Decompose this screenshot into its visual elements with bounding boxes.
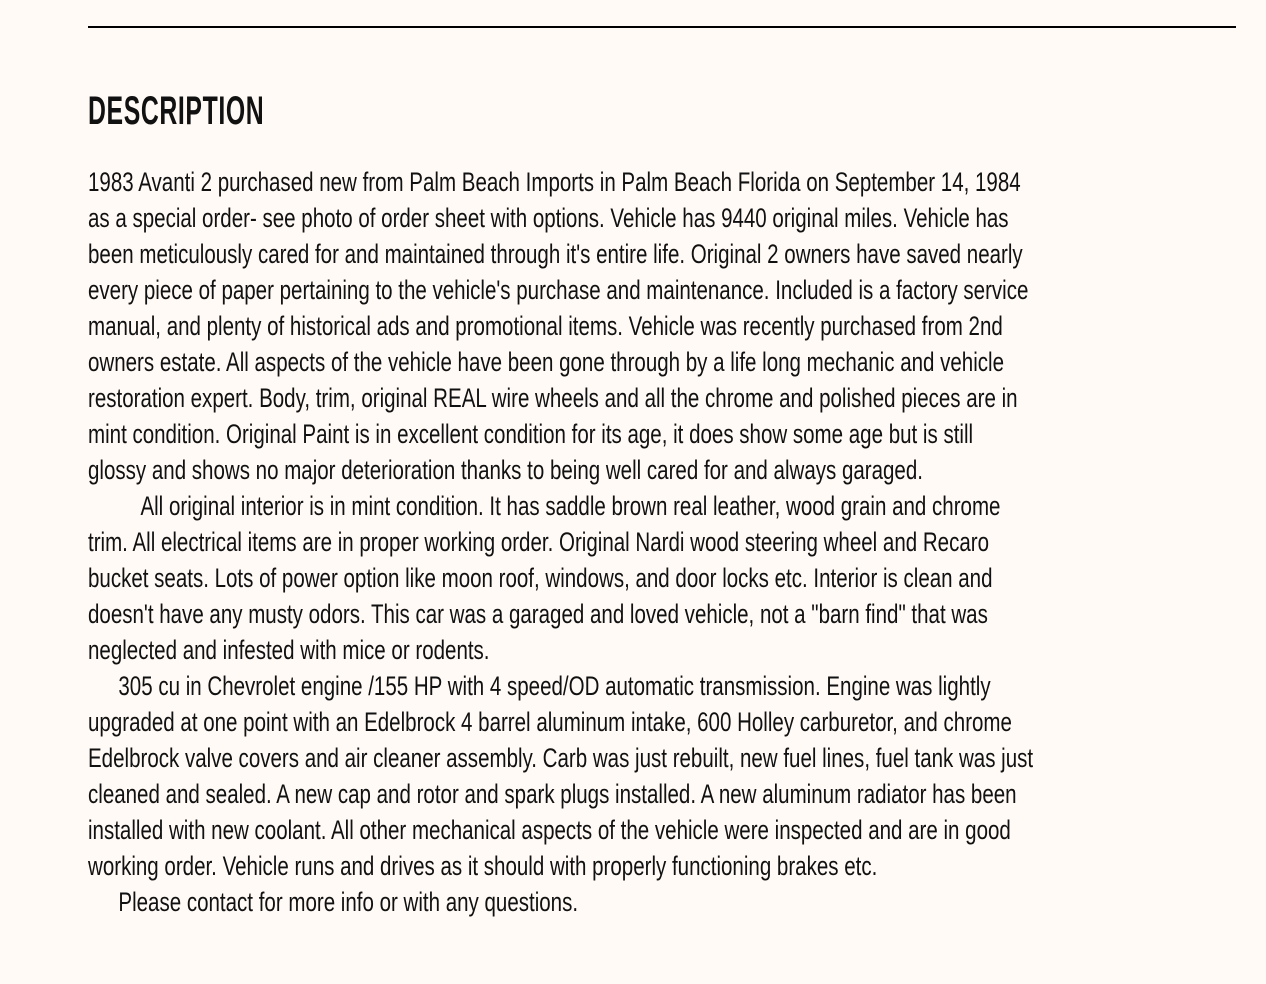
description-line: as a special order- see photo of order sheet with options. Vehicle has 9440 original miles. Vehicle has xyxy=(88,203,1009,233)
description-line: working order. Vehicle runs and drives as it should with properly functioning brakes etc. xyxy=(88,851,878,881)
description-text xyxy=(88,164,1266,920)
section-heading: DESCRIPTION xyxy=(88,89,265,133)
description-line: been meticulously cared for and maintained through it's entire life. Original 2 owners have saved nearly xyxy=(88,239,1023,269)
description-line: manual, and plenty of historical ads and promotional items. Vehicle was recently purchased from 2nd xyxy=(88,311,1003,341)
description-line: trim. All electrical items are in proper working order. Original Nardi wood steering wheel and Recaro xyxy=(88,527,990,557)
section-divider xyxy=(88,26,1236,28)
description-line: glossy and shows no major deterioration thanks to being well cared for and always garaged. xyxy=(88,455,923,485)
description-line: All original interior is in mint condition. It has saddle brown real leather, wood grain and chrome xyxy=(140,491,1001,521)
description-line: cleaned and sealed. A new cap and rotor and spark plugs installed. A new aluminum radiator has been xyxy=(88,779,1017,809)
description-line: installed with new coolant. All other mechanical aspects of the vehicle were inspected and are in good xyxy=(88,815,1011,845)
description-line: bucket seats. Lots of power option like moon roof, windows, and door locks etc. Interior is clean and xyxy=(88,563,993,593)
description-line: upgraded at one point with an Edelbrock 4 barrel aluminum intake, 600 Holley carburetor, and chrome xyxy=(88,707,1012,737)
description-line: doesn't have any musty odors. This car was a garaged and loved vehicle, not a "barn find" that was xyxy=(88,599,988,629)
description-line: every piece of paper pertaining to the vehicle's purchase and maintenance. Included is a factory service xyxy=(88,275,1029,305)
description-line: Please contact for more info or with any questions. xyxy=(118,887,579,917)
description-line: owners estate. All aspects of the vehicle have been gone through by a life long mechanic and vehicle xyxy=(88,347,1005,377)
description-line: mint condition. Original Paint is in excellent condition for its age, it does show some age but is still xyxy=(88,419,974,449)
description-line: restoration expert. Body, trim, original REAL wire wheels and all the chrome and polished pieces are in xyxy=(88,383,1018,413)
description-line: neglected and infested with mice or rodents. xyxy=(88,635,490,665)
description-line: 1983 Avanti 2 purchased new from Palm Beach Imports in Palm Beach Florida on September 14, 1984 xyxy=(88,167,1021,197)
description-line: Edelbrock valve covers and air cleaner assembly. Carb was just rebuilt, new fuel lines, fuel tank was just xyxy=(88,743,1034,773)
description-line: 305 cu in Chevrolet engine /155 HP with 4 speed/OD automatic transmission. Engine was lightly xyxy=(118,671,991,701)
